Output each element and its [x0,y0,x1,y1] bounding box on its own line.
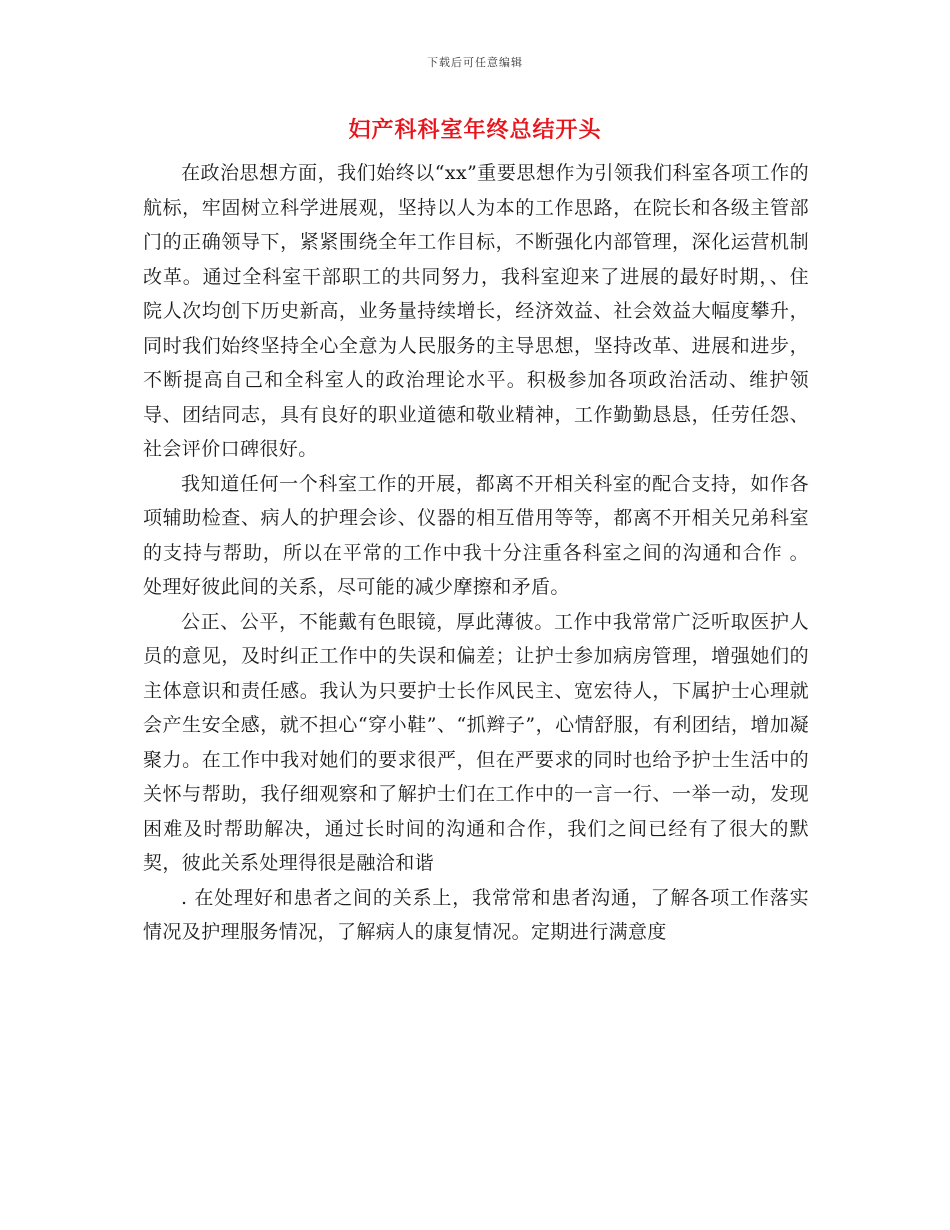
paragraph-political-thought: 在政治思想方面，我们始终以“xx”重要思想作为引领我们科室各项工作的航标，牢固树立科学进展观，坚持以人为本的工作思路，在院长和各级主管部门的正确领导下，紧紧围绕全年工作目标，不断强化内部管理，深化运营机制改革。通过全科室干部职工的共同努力，我科室迎来了进展的最好时期，、住院人次均创下历史新高，业务量持续增长，经济效益、社会效益大幅度攀升，同时我们始终坚持全心全意为人民服务的主导思想，坚持改革、进展和进步，不断提高自己和全科室人的政治理论水平。积极参加各项政治活动、维护领导、团结同志，具有良好的职业道德和敬业精神，工作勤勤恳恳，任劳任怨、社会评价口碑很好。 [143,162,809,460]
document-body [143,156,809,950]
paragraph-department-cooperation: 我知道任何一个科室工作的开展，都离不开相关科室的配合支持，如作各项辅助检查、病人的护理会诊、仪器的相互借用等等，都离不开相关兄弟科室的支持与帮助，所以在平常的工作中我十分注重各科室之间的沟通和合作 。处理好彼此间的关系，尽可能的减少摩擦和矛盾。 [143,472,809,598]
document-title: 妇产科科室年终总结开头 [348,117,602,143]
header-note: 下载后可任意编辑 [427,56,523,69]
paragraph-fairness: 公正、公平，不能戴有色眼镜，厚此薄彼。工作中我常常广泛听取医护人员的意见，及时纠正工作中的失误和偏差；让护士参加病房管理，增强她们的主体意识和责任感。我认为只要护士长作风民主、宽宏待人，下属护士心理就会产生安全感，就不担心“穿小鞋”、“抓辫子”，心情舒服，有利团结，增加凝聚力。在工作中我对她们的要求很严，但在严要求的同时也给予护士生活中的关怀与帮助，我仔细观察和了解护士们在工作中的一言一行、一举一动，发现困难及时帮助解决，通过长时间的沟通和合作，我们之间已经有了很大的默契，彼此关系处理得很是融洽和谐 [143,610,809,874]
paragraph-patient-relations: . 在处理好和患者之间的关系上，我常常和患者沟通，了解各项工作落实情况及护理服务情况，了解病人的康复情况。定期进行满意度 [143,886,809,943]
